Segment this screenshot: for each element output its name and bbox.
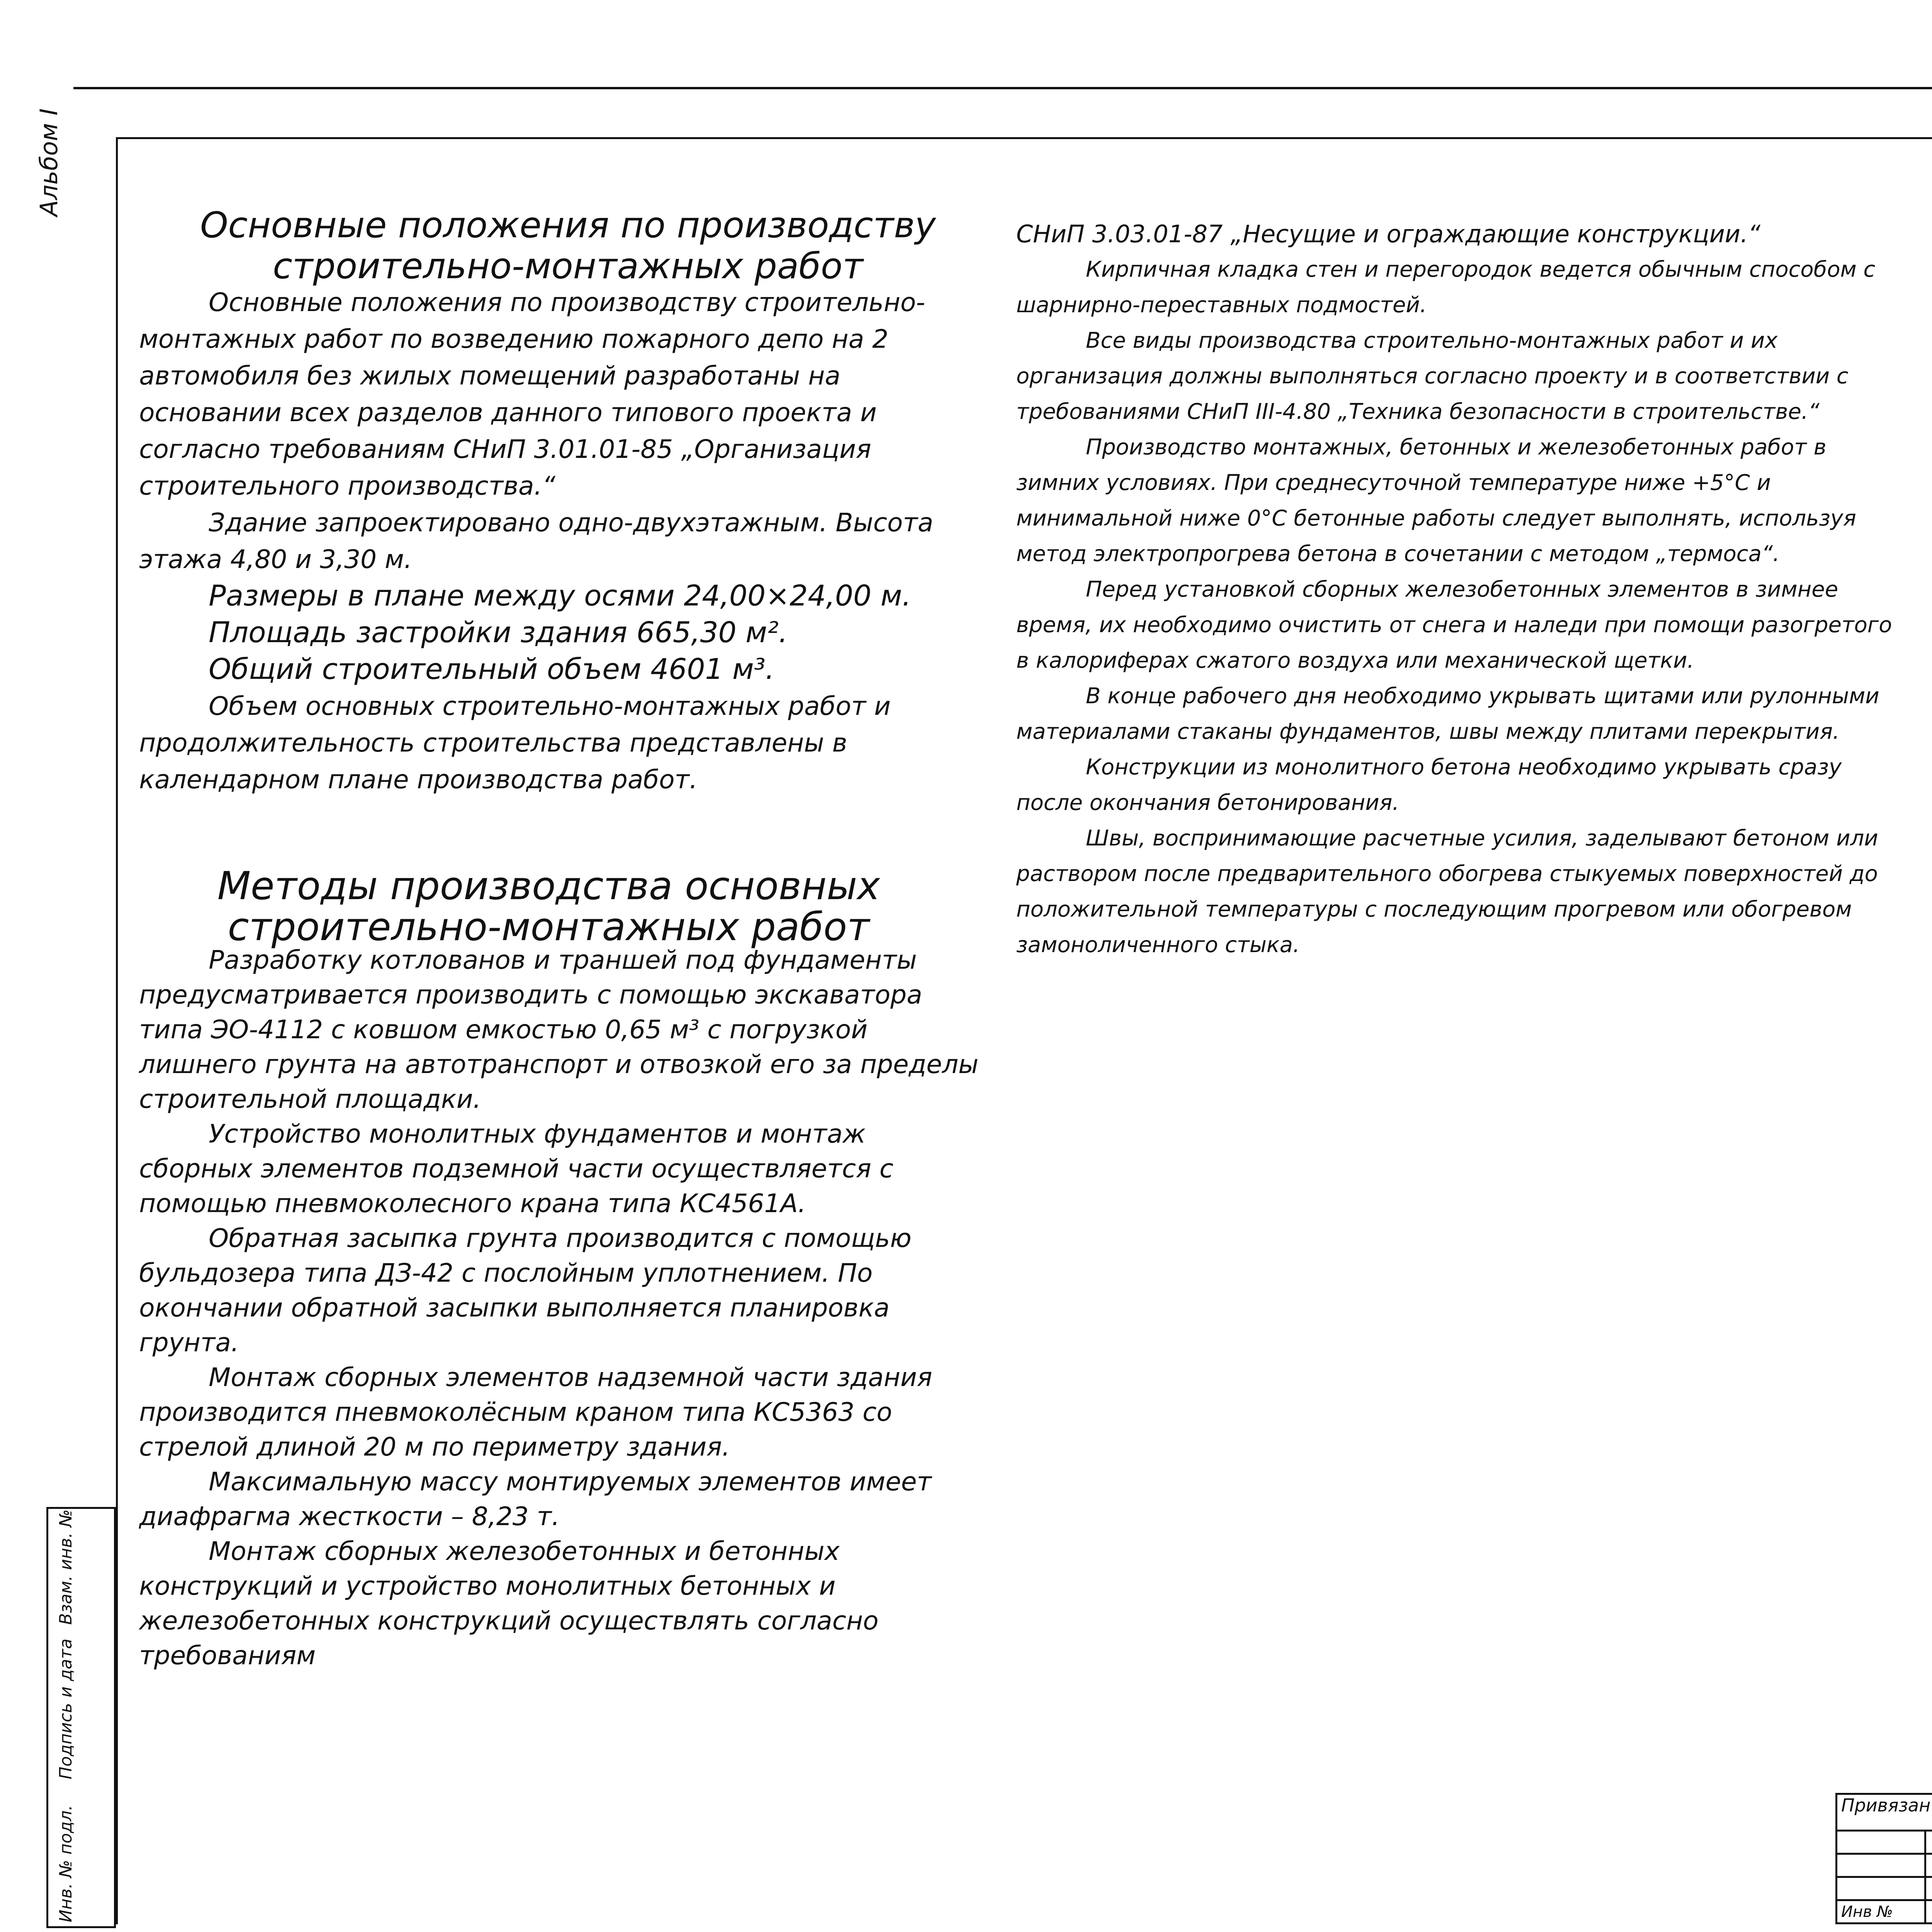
section2-title [162, 863, 935, 949]
frame-top-line [116, 137, 1932, 139]
section2-body [139, 943, 981, 1673]
top-border [73, 87, 1932, 89]
inv-label: Инв № [1837, 1900, 1925, 1923]
section1-title-line1: Основные положения по производству [200, 204, 936, 246]
section1-paragraph: Основные положения по производству строительно-монтажных работ по возведению пожарного депо на 2 автомобиля без жилых помещений разработаны на основании всех разделов данного типового проекта и согласно требованиям СНиП 3.01.01-85 „Организация строительного производства.“ [139, 287, 925, 501]
frame-left-line [116, 137, 118, 1924]
section2-paragraph: Максимальную массу монтируемых элементов имеет диафрагма жесткости – 8,23 т. [139, 1467, 932, 1531]
section1-paragraph: Площадь застройки здания 665,30 м². [209, 616, 788, 649]
middle-paragraph: СНиП 3.03.01-87 „Несущие и ограждающие конструкции.“ [1016, 220, 1760, 248]
section2-paragraph: Монтаж сборных железобетонных и бетонных конструкций и устройство монолитных бетонных и железобетонных конструкций осуществлять согласно требованиям [139, 1536, 879, 1670]
middle-paragraph: Швы, воспринимающие расчетные усилия, заделывают бетоном или раствором после предварительного обогрева стыкуемых поверхностей до положительной температуры с последующим прогревом или обогревом замоноличенного стыка. [1016, 826, 1878, 957]
side-stamp-label-3: Взам. инв. № [56, 1509, 76, 1625]
section1-body [139, 284, 981, 798]
side-stamp-label-1: Инв. № подл. [56, 1805, 76, 1922]
side-stamp-label-2: Подпись и дата [56, 1638, 76, 1779]
middle-paragraph: Производство монтажных, бетонных и железобетонных работ в зимних условиях. При среднесуточной температуре ниже +5°С и минимальной ниже 0°С бетонные работы следует выполнять, используя метод электропрогрева бетона в сочетании с методом „термоса“. [1016, 435, 1856, 566]
album-label: Альбом I [35, 108, 63, 216]
section2-paragraph: Разработку котлованов и траншей под фундаменты предусматривается производить с помощью экскаватора типа ЭО-4112 с ковшом емкостью 0,65 м³ с погрузкой лишнего грунта на автотранспорт и отвозкой его за пределы строительной площадки. [139, 945, 979, 1114]
section1-title [162, 205, 974, 287]
section2-title-line1: Методы производства основных [217, 863, 880, 908]
section1-paragraph: Размеры в плане между осями 24,00×24,00 м. [209, 579, 912, 612]
middle-paragraph: Конструкции из монолитного бетона необходимо укрывать сразу после окончания бетонирования. [1016, 755, 1842, 815]
privyazan-stamp [1835, 1793, 1932, 1924]
section1-paragraph: Объем основных строительно-монтажных работ и продолжительность строительства представлены в календарном плане производства работ. [139, 691, 891, 794]
section2-paragraph: Обратная засыпка грунта производится с помощью бульдозера типа ДЗ-42 с послойным уплотнением. По окончании обратной засыпки выполняется планировка грунта. [139, 1223, 912, 1357]
section2-paragraph: Монтаж сборных элементов надземной части здания производится пневмоколёсным краном типа КС5363 со стрелой длиной 20 м по периметру здания. [139, 1362, 932, 1462]
section1-paragraph: Общий строительный объем 4601 м³. [209, 653, 775, 686]
section1-paragraph: Здание запроектировано одно-двухэтажным. Высота этажа 4,80 и 3,30 м. [139, 508, 934, 574]
middle-paragraph: Перед установкой сборных железобетонных элементов в зимнее время, их необходимо очистить от снега и наледи при помощи разогретого в калориферах сжатого воздуха или механической щетки. [1016, 577, 1892, 673]
middle-paragraph: Все виды производства строительно-монтажных работ и их организация должны выполняться согласно проекту и в соответствии с требованиями СНиП III-4.80 „Техника безопасности в строительстве.“ [1016, 328, 1849, 424]
middle-paragraph: В конце рабочего дня необходимо укрывать щитами или рулонными материалами стаканы фундаментов, швы между плитами перекрытия. [1016, 684, 1879, 744]
section2-title-line2: строительно-монтажных работ [228, 904, 870, 949]
side-stamp [46, 1507, 116, 1928]
section1-title-line2: строительно-монтажных работ [272, 245, 864, 287]
section2-paragraph: Устройство монолитных фундаментов и монтаж сборных элементов подземной части осуществляется с помощью пневмоколесного крана типа КС4561А. [139, 1119, 894, 1218]
middle-paragraph: Кирпичная кладка стен и перегородок ведется обычным способом с шарнирно-переставных подмостей. [1016, 257, 1876, 318]
privyazan-label: Привязан [1837, 1794, 1932, 1831]
middle-body [1016, 216, 1901, 963]
